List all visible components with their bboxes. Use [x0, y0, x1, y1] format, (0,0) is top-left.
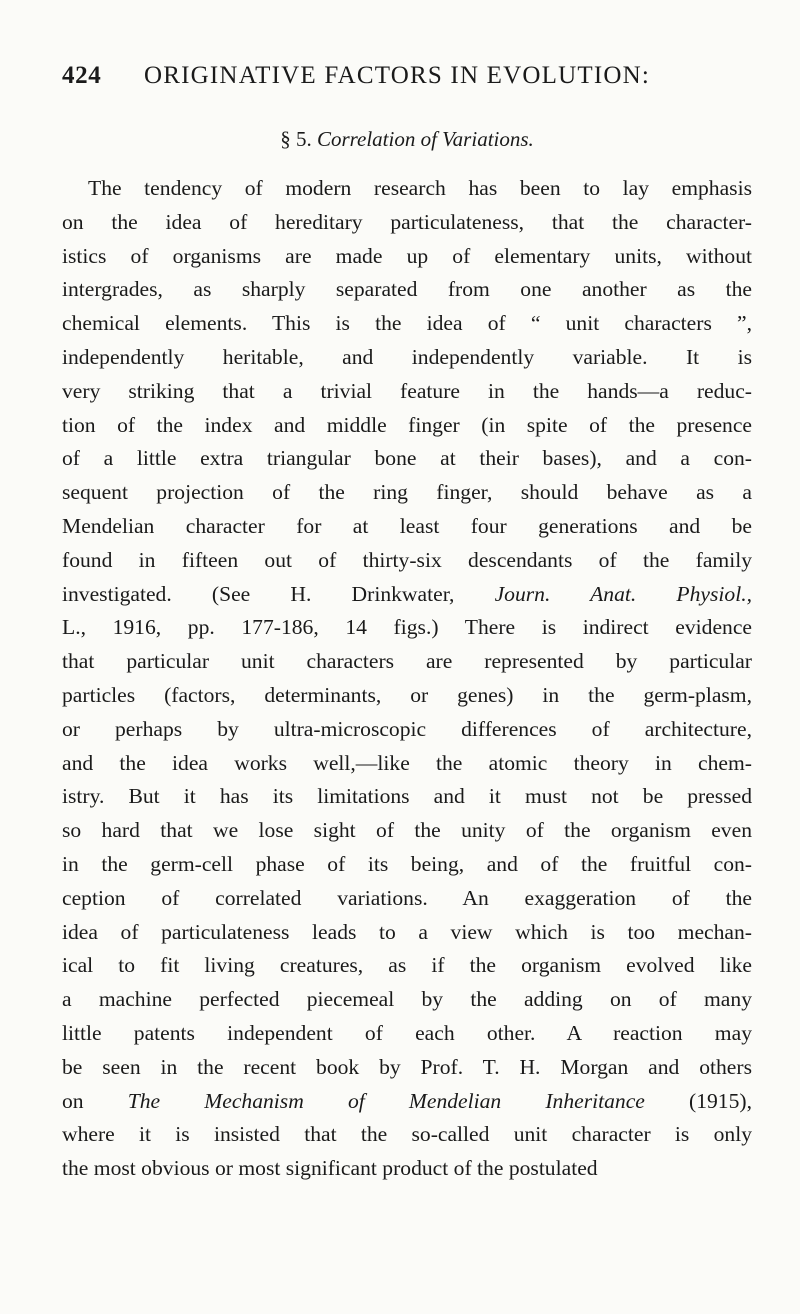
text-line: tion of the index and middle finger (in spite of the presence [62, 412, 752, 437]
text-run: investigated. (See H. Drinkwater, [62, 581, 495, 606]
text-line: Mendelian character for at least four generations and be [62, 513, 752, 538]
text-line: idea of particulateness leads to a view which is too mechan- [62, 919, 752, 944]
text-line: very striking that a trivial feature in the hands—a reduc- [62, 378, 752, 403]
text-line [62, 1085, 752, 1119]
running-head-title: ORIGINATIVE FACTORS IN EVOLUTION: [144, 62, 651, 89]
text-line: chemical elements. This is the idea of “ unit characters ”, [62, 311, 752, 336]
text-line: on the idea of hereditary particulateness, that the character- [62, 209, 752, 234]
text-line: The tendency of modern research has been to lay emphasis [88, 176, 752, 200]
text-line: so hard that we lose sight of the unity of the organism even [62, 818, 752, 843]
section-title: Correlation of Variations. [316, 127, 534, 151]
text-line: found in fifteen out of thirty-six descendants of the family [62, 547, 752, 572]
page-number: 424 [62, 62, 102, 89]
text-line: and the idea works well,—like the atomic theory in chem- [62, 750, 752, 775]
text-line: L., 1916, pp. 177-186, 14 figs.) There is indirect evidence [62, 615, 752, 640]
text-line: independently heritable, and independently variable. It is [62, 344, 752, 369]
text-line: istry. But it has its limitations and it must not be pressed [62, 784, 752, 809]
text-line: a machine perfected piecemeal by the adding on of many [62, 987, 752, 1012]
body-paragraph [62, 172, 752, 1186]
text-line: istics of organisms are made up of elementary units, without [62, 243, 752, 268]
text-line: intergrades, as sharply separated from one another as the [62, 277, 752, 302]
text-line: particles (factors, determinants, or genes) in the germ-plasm, [62, 682, 752, 707]
section-heading [62, 127, 752, 152]
text-line: little patents independent of each other. A reaction may [62, 1020, 752, 1045]
text-line: sequent projection of the ring finger, should behave as a [62, 480, 752, 505]
text-line: ical to fit living creatures, as if the organism evolved like [62, 953, 752, 978]
text-line: in the germ-cell phase of its being, and of the fruitful con- [62, 851, 752, 876]
running-head [62, 62, 752, 102]
text-line: be seen in the recent book by Prof. T. H. Morgan and others [62, 1054, 752, 1079]
text-line: that particular unit characters are represented by particular [62, 649, 752, 674]
text-line: where it is insisted that the so-called unit character is only [62, 1122, 752, 1147]
text-line [62, 578, 752, 612]
text-run: on [62, 1088, 128, 1113]
text-line: the most obvious or most significant product of the postulated [62, 1156, 598, 1181]
italic-citation: The Mechanism of Mendelian Inheritance [127, 1088, 645, 1113]
text-line: ception of correlated variations. An exaggeration of the [62, 885, 752, 910]
text-run: (1915), [644, 1088, 752, 1113]
section-number: § 5. [280, 127, 312, 151]
italic-citation: Journ. Anat. Physiol., [494, 581, 752, 606]
text-line: or perhaps by ultra-microscopic differences of architecture, [62, 716, 752, 741]
text-line: of a little extra triangular bone at their bases), and a con- [62, 446, 752, 471]
